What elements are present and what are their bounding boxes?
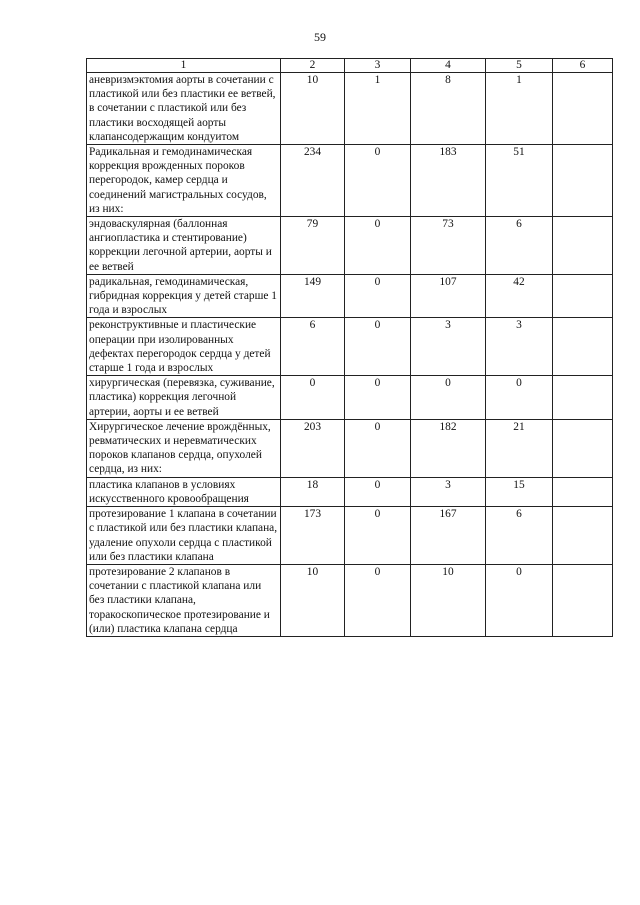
value-cell: 0 xyxy=(345,477,411,506)
value-cell xyxy=(553,376,613,420)
row-label: радикальная, гемодинамическая, гибридная коррекция у детей старше 1 года и взрослых xyxy=(87,274,281,318)
table-row xyxy=(87,274,613,318)
row-label: Хирургическое лечение врождённых, ревматических и неревматических пороков клапанов сердца, опухолей сердца, из них: xyxy=(87,419,281,477)
row-label: аневризмэктомия аорты в сочетании с пластикой или без пластики ее ветвей, в сочетании с пластикой или без пластики восходящей аорты клапансодержащим кондуитом xyxy=(87,73,281,145)
value-cell: 1 xyxy=(486,73,553,145)
value-cell: 21 xyxy=(486,419,553,477)
value-cell: 0 xyxy=(345,217,411,275)
row-label: пластика клапанов в условиях искусственного кровообращения xyxy=(87,477,281,506)
value-cell xyxy=(553,217,613,275)
value-cell xyxy=(553,477,613,506)
header-cell-6: 6 xyxy=(553,59,613,73)
table-row xyxy=(87,145,613,217)
row-label: хирургическая (перевязка, суживание, пластика) коррекция легочной артерии, аорты и ее ветвей xyxy=(87,376,281,420)
value-cell: 0 xyxy=(411,376,486,420)
value-cell: 15 xyxy=(486,477,553,506)
value-cell: 1 xyxy=(345,73,411,145)
header-cell-1: 1 xyxy=(87,59,281,73)
value-cell: 10 xyxy=(281,564,345,636)
value-cell xyxy=(553,507,613,565)
value-cell: 3 xyxy=(411,318,486,376)
value-cell: 203 xyxy=(281,419,345,477)
value-cell: 234 xyxy=(281,145,345,217)
value-cell: 183 xyxy=(411,145,486,217)
header-cell-2: 2 xyxy=(281,59,345,73)
value-cell: 0 xyxy=(345,564,411,636)
value-cell: 6 xyxy=(486,217,553,275)
row-label: протезирование 1 клапана в сочетании с пластикой или без пластики клапана, удаление опухоли сердца с пластикой или без пластики клапана xyxy=(87,507,281,565)
value-cell: 79 xyxy=(281,217,345,275)
table-row xyxy=(87,376,613,420)
value-cell: 0 xyxy=(345,419,411,477)
value-cell: 3 xyxy=(411,477,486,506)
value-cell: 10 xyxy=(411,564,486,636)
value-cell: 0 xyxy=(486,564,553,636)
value-cell: 10 xyxy=(281,73,345,145)
table-row xyxy=(87,73,613,145)
value-cell xyxy=(553,564,613,636)
value-cell: 42 xyxy=(486,274,553,318)
table-row xyxy=(87,477,613,506)
value-cell: 18 xyxy=(281,477,345,506)
row-label: реконструктивные и пластические операции при изолированных дефектах перегородок сердца у детей старше 1 года и взрослых xyxy=(87,318,281,376)
value-cell: 6 xyxy=(281,318,345,376)
value-cell: 173 xyxy=(281,507,345,565)
header-cell-3: 3 xyxy=(345,59,411,73)
table-header-row xyxy=(87,59,613,73)
row-label: протезирование 2 клапанов в сочетании с пластикой клапана или без пластики клапана, торакоскопическое протезирование и (или) пластика клапана сердца xyxy=(87,564,281,636)
value-cell: 51 xyxy=(486,145,553,217)
table-row xyxy=(87,217,613,275)
value-cell: 167 xyxy=(411,507,486,565)
value-cell: 0 xyxy=(345,318,411,376)
value-cell: 0 xyxy=(345,274,411,318)
page-number: 59 xyxy=(314,30,326,44)
statistics-table xyxy=(86,58,613,637)
value-cell: 182 xyxy=(411,419,486,477)
value-cell: 0 xyxy=(281,376,345,420)
table-row xyxy=(87,419,613,477)
table-row xyxy=(87,564,613,636)
value-cell: 73 xyxy=(411,217,486,275)
value-cell: 0 xyxy=(486,376,553,420)
header-cell-5: 5 xyxy=(486,59,553,73)
value-cell xyxy=(553,145,613,217)
value-cell: 0 xyxy=(345,507,411,565)
row-label: Радикальная и гемодинамическая коррекция врожденных пороков перегородок, камер сердца и соединений магистральных сосудов, из них: xyxy=(87,145,281,217)
table-row xyxy=(87,507,613,565)
row-label: эндоваскулярная (баллонная ангиопластика и стентирование) коррекции легочной артерии, аорты и ее ветвей xyxy=(87,217,281,275)
value-cell: 6 xyxy=(486,507,553,565)
header-cell-4: 4 xyxy=(411,59,486,73)
value-cell: 8 xyxy=(411,73,486,145)
value-cell xyxy=(553,318,613,376)
value-cell xyxy=(553,274,613,318)
value-cell xyxy=(553,73,613,145)
value-cell: 107 xyxy=(411,274,486,318)
table-row xyxy=(87,318,613,376)
value-cell: 149 xyxy=(281,274,345,318)
value-cell: 0 xyxy=(345,376,411,420)
value-cell: 0 xyxy=(345,145,411,217)
value-cell: 3 xyxy=(486,318,553,376)
value-cell xyxy=(553,419,613,477)
